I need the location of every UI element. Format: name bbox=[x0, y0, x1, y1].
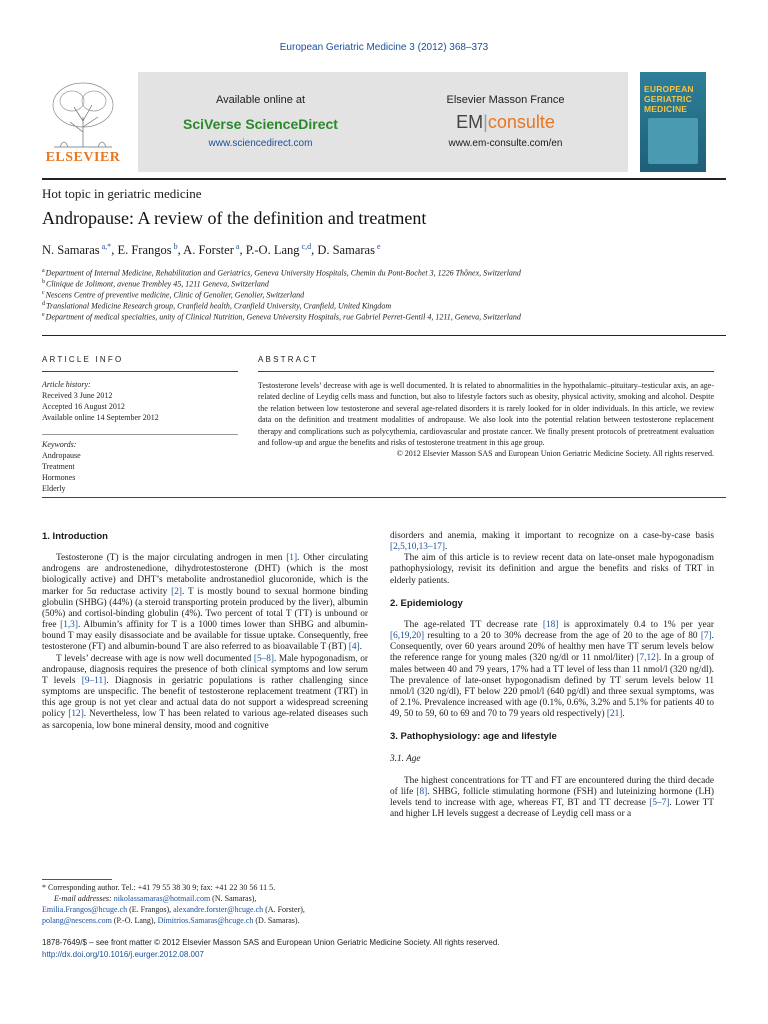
emconsulte-logo bbox=[383, 112, 628, 133]
body-paragraph bbox=[390, 553, 714, 586]
email-addresses-line-2 bbox=[42, 904, 368, 916]
elsevier-masson-label: Elsevier Masson France bbox=[446, 94, 565, 106]
author-name: D. Samaras bbox=[317, 243, 375, 258]
elsevier-wordmark: ELSEVIER bbox=[45, 150, 121, 165]
article-topic: Hot topic in geriatric medicine bbox=[42, 186, 202, 201]
keyword-item: Andropause bbox=[42, 451, 81, 460]
received-date: Received 3 June 2012 bbox=[42, 391, 113, 400]
body-text-run: . Male hypogonadism, or andropause, diagnosis requires the presence of both clinical symptoms and low serum T levels bbox=[42, 653, 368, 686]
author-name: E. Frangos bbox=[117, 243, 172, 258]
body-paragraph bbox=[390, 776, 714, 821]
body-left-column bbox=[42, 531, 368, 732]
sciverse-logo: SciVerse ScienceDirect bbox=[183, 116, 338, 132]
body-text-run: is approximately 0.4 to 1% per year bbox=[558, 619, 714, 630]
footnote-rule bbox=[42, 879, 112, 880]
body-text-run: . bbox=[622, 709, 625, 720]
keywords-label: Keywords: bbox=[42, 440, 77, 449]
email-link[interactable]: polang@nescens.com bbox=[42, 916, 112, 925]
citation-link[interactable]: [9–11] bbox=[81, 675, 107, 686]
author-name: P.-O. Lang bbox=[245, 243, 300, 258]
subsection-heading-age: 3.1. Age bbox=[390, 753, 421, 764]
body-text-run: . T is mostly bound to sexual hormone binding globulin (SHBG) (44%) (a steroid transporting protein produced by the liver), albumin (50%) and cortisol-binding globulin (4%). Two percent of total T (TT) is unbound or free bbox=[42, 586, 368, 631]
affiliation-d: $^d$Translational Medicine Research group, Cranfield health, Cranfield University, Cranfield, United Kingdom bbox=[42, 301, 392, 311]
author-name: A. Forster bbox=[183, 243, 234, 258]
cover-title-line-3: MEDICINE bbox=[644, 104, 688, 114]
keyword-item: Hormones bbox=[42, 473, 76, 482]
email-owner: (N. Samaras), bbox=[212, 894, 257, 903]
email-link[interactable]: Dimitrios.Samaras@hcuge.ch bbox=[157, 916, 254, 925]
author-separator: , bbox=[311, 243, 318, 258]
article-title: Andropause: A review of the definition and treatment bbox=[42, 208, 427, 228]
citation-link[interactable]: [2] bbox=[171, 586, 182, 597]
title-block-rule bbox=[42, 335, 726, 336]
affiliation-c: $^c$Nescens Centre of preventive medicine, Clinic of Genolier, Genolier, Switzerland bbox=[42, 290, 305, 300]
emconsulte-prefix: EM bbox=[456, 112, 484, 132]
keyword-item: Treatment bbox=[42, 462, 75, 471]
abstract-rule bbox=[258, 371, 714, 372]
author-affiliation-marker[interactable]: a bbox=[233, 242, 240, 251]
issn-copyright-line: 1878-7649/$ – see front matter © 2012 Elsevier Masson SAS and European Union Geriatric Medicine Society. All rights reserved. bbox=[42, 938, 500, 947]
emconsulte-separator: | bbox=[483, 112, 488, 132]
abstract-copyright: © 2012 Elsevier Masson SAS and European Union Geriatric Medicine Society. All rights reserved. bbox=[396, 449, 714, 459]
body-text-run: disorders and anemia, making it important to recognize on a case-by-case basis bbox=[390, 531, 714, 541]
journal-citation-link[interactable]: European Geriatric Medicine 3 (2012) 368–373 bbox=[279, 42, 489, 53]
email-owner: (A. Forster), bbox=[265, 905, 305, 914]
body-paragraph bbox=[390, 531, 714, 553]
affiliation-a: $^a$Department of Internal Medicine, Rehabilitation and Geriatrics, Geneva University Hospitals, Chemin du Pont-Bochet 3, 1226 Thônex, Switzerland bbox=[42, 268, 521, 278]
article-history-label: Article history: bbox=[42, 380, 91, 389]
email-label: E-mail addresses: bbox=[54, 894, 112, 903]
header-rule bbox=[42, 178, 726, 180]
body-right-column bbox=[390, 531, 714, 820]
abstract-text bbox=[258, 380, 714, 460]
author-separator: , bbox=[239, 243, 246, 258]
affiliation-b: $^b$Clinique de Jolimont, avenue Trembley 45, 1211 Geneva, Switzerland bbox=[42, 279, 269, 289]
body-text-run: . Lower TT and higher LH levels suggest a decrease of Leydig cell mass or a bbox=[390, 797, 714, 820]
email-link[interactable]: nikolassamaras@hotmail.com bbox=[113, 894, 211, 903]
emconsulte-suffix: consulte bbox=[487, 112, 555, 132]
accepted-date: Accepted 16 August 2012 bbox=[42, 402, 125, 411]
body-text-run: The age-related TT decrease rate bbox=[404, 619, 543, 630]
body-paragraph bbox=[42, 654, 368, 732]
body-text-run: The aim of this article is to review recent data on late-onset male hypogonadism pathophysiology, revisit its definition and argue the benefits and risks of TRT in elderly patients. bbox=[390, 553, 714, 586]
citation-link[interactable]: [8] bbox=[416, 786, 428, 797]
citation-link[interactable]: [7] bbox=[700, 631, 712, 642]
author-separator: , bbox=[111, 243, 118, 258]
abstract-paragraph: Testosterone levels’ decrease with age is well documented. It is related to abnormalities in the hypothalamic–pituitary–testicular axis, an age-related decline of Leydig cells mass and function, but also to lifestyle factors such as obesity, physical activity, smoking and alcohol. Despite the relation between low testosterone and several age-related disorders it is rarely looked for in older individuals. In this article, we review data on the definition and treatment modalities of andropause. We also look into the potential relation between testosterone replacement therapy and complications such as polycythemia, cardiovascular and prostate cancer. We finally present protocols of pretreatment evaluation and follow-up and argue the benefits and risks of testosterone treatment in this age group. bbox=[258, 381, 714, 448]
citation-link[interactable]: [12] bbox=[68, 709, 84, 720]
body-text-run: . bbox=[359, 642, 362, 653]
email-owner: (P.-O. Lang), bbox=[113, 916, 156, 925]
author-affiliation-marker[interactable]: c,d bbox=[299, 242, 312, 251]
article-info-rule bbox=[42, 371, 238, 372]
keywords-rule bbox=[42, 434, 238, 435]
citation-link[interactable]: [21] bbox=[606, 709, 623, 720]
online-date: Available online 14 September 2012 bbox=[42, 413, 159, 422]
cover-artwork bbox=[648, 118, 698, 164]
section-heading-introduction: 1. Introduction bbox=[42, 531, 108, 542]
cover-title-line-1: EUROPEAN bbox=[644, 84, 694, 94]
affiliation-e: $^e$Department of medical specialties, unity of Clinical Nutrition, Geneva University Hospitals, rue Gabriel Perret-Gentil 4, 1211, Geneva, Switzerland bbox=[42, 312, 521, 322]
author-name: N. Samaras bbox=[42, 243, 100, 258]
body-paragraph bbox=[390, 620, 714, 720]
email-link[interactable]: alexandre.forster@hcuge.ch bbox=[173, 905, 264, 914]
body-text-run: . bbox=[445, 542, 448, 553]
body-text-run: T levels’ decrease with age is now well documented bbox=[56, 653, 254, 664]
citation-link[interactable]: [5–7] bbox=[649, 797, 670, 808]
abstract-heading: ABSTRACT bbox=[258, 355, 319, 364]
body-text-run: . In a group of males between 40 and 79 years, 17% had a TT level of less than 11 nmol/l (320 ng/dl). The prevalence of late-onset hypogonadism defined by TT serum levels below 11 nmol/l (320 ng/dl), FT below 220 pmol/l (640 pg/dl) and three sexual symptoms, was of 2.1%. Prevalence increased with age (0.1%, 0.6%, 3.2% and 5.1% for patients 40 to 49, 50 to 59, 60 to 69 and 70 to 79 years old respectively) bbox=[390, 653, 714, 720]
citation-link[interactable]: [6,19,20] bbox=[390, 631, 425, 642]
email-owner: (E. Frangos), bbox=[129, 905, 172, 914]
body-text-run: The highest concentrations for TT and FT are encountered during the third decade of life bbox=[390, 775, 714, 797]
keyword-item: Elderly bbox=[42, 484, 66, 493]
available-online-label: Available online at bbox=[215, 94, 306, 106]
author-affiliation-marker[interactable]: e bbox=[374, 242, 381, 251]
author-separator: , bbox=[177, 243, 184, 258]
cover-title-line-2: GERIATRIC bbox=[644, 94, 692, 104]
section-heading-pathophysiology: 3. Pathophysiology: age and lifestyle bbox=[390, 731, 557, 743]
body-text-run: . Consequently, over 60 years around 20% of healthy men have TT serum levels below the reference range for young males (320 ng/dl or 11 nmol/liter) bbox=[390, 631, 714, 664]
body-text-run: . SHBG, follicle stimulating hormone (FSH) and luteinizing hormone (LH) levels tend to increase with age, whereas FT, BT and TT decrease bbox=[390, 786, 714, 808]
sciencedirect-link[interactable]: www.sciencedirect.com bbox=[208, 138, 313, 149]
citation-link[interactable]: [2,5,10,13–17] bbox=[390, 542, 446, 553]
emconsulte-link[interactable]: www.em-consulte.com/en bbox=[448, 138, 563, 149]
abstract-end-rule bbox=[42, 497, 726, 498]
email-owner: (D. Samaras). bbox=[255, 916, 300, 925]
citation-link[interactable]: [18] bbox=[542, 619, 559, 630]
section-heading-epidemiology: 2. Epidemiology bbox=[390, 597, 463, 609]
body-text-run: . Albumin’s affinity for T is a 1000 times lower than SHBG and albumin-bound T may easily disassociate and be available for tissue uptake. Consequently, free testosterone (FT) and albumin-bound T are also referred to as bioavailable T (BT) bbox=[42, 620, 368, 653]
corresponding-author-note: * Corresponding author. Tel.: +41 79 55 38 30 9; fax: +41 22 30 56 11 5. bbox=[42, 883, 276, 892]
citation-link[interactable]: [1] bbox=[286, 553, 298, 564]
email-addresses bbox=[42, 893, 368, 905]
body-text-run: Testosterone (T) is the major circulating androgen in men bbox=[56, 553, 287, 564]
email-link[interactable]: Emilia.Frangos@hcuge.ch bbox=[42, 905, 128, 914]
body-paragraph bbox=[42, 553, 368, 653]
author-list bbox=[42, 242, 381, 258]
doi-link[interactable]: http://dx.doi.org/10.1016/j.eurger.2012.08.007 bbox=[42, 950, 204, 959]
body-text-run: . Other circulating androgens are androstenedione, dihydrotestosterone (DHT) (which is the most biologically active) and DHT’s metabolite androstanediol glucoronide, which is the marker for 5α reductase activity bbox=[42, 553, 368, 597]
email-addresses-line-3 bbox=[42, 915, 368, 927]
citation-link[interactable]: [5–8] bbox=[253, 653, 275, 664]
body-text-run: . Nevertheless, low T has been related to various age-related diseases such as sarcopenia, low bone mineral density, mood and cognitive bbox=[42, 709, 368, 731]
body-text-run: resulting to a 20 to 30% decrease from the age of 20 to the age of 80 bbox=[424, 631, 701, 642]
body-text-run: . Diagnosis in geriatric populations is rather challenging since symptoms are unspecific. The benefit of testosterone replacement treatment (TRT) in this age group is not yet clear and actual data do not support a widespread screening policy bbox=[42, 675, 368, 720]
article-info-heading: ARTICLE INFO bbox=[42, 355, 124, 364]
author-affiliation-marker[interactable]: a,* bbox=[99, 242, 112, 251]
citation-link[interactable]: [7,12] bbox=[636, 653, 659, 664]
citation-link[interactable]: [4] bbox=[348, 642, 360, 653]
author-affiliation-marker[interactable]: b bbox=[171, 242, 178, 251]
citation-link[interactable]: [1,3] bbox=[60, 620, 78, 631]
